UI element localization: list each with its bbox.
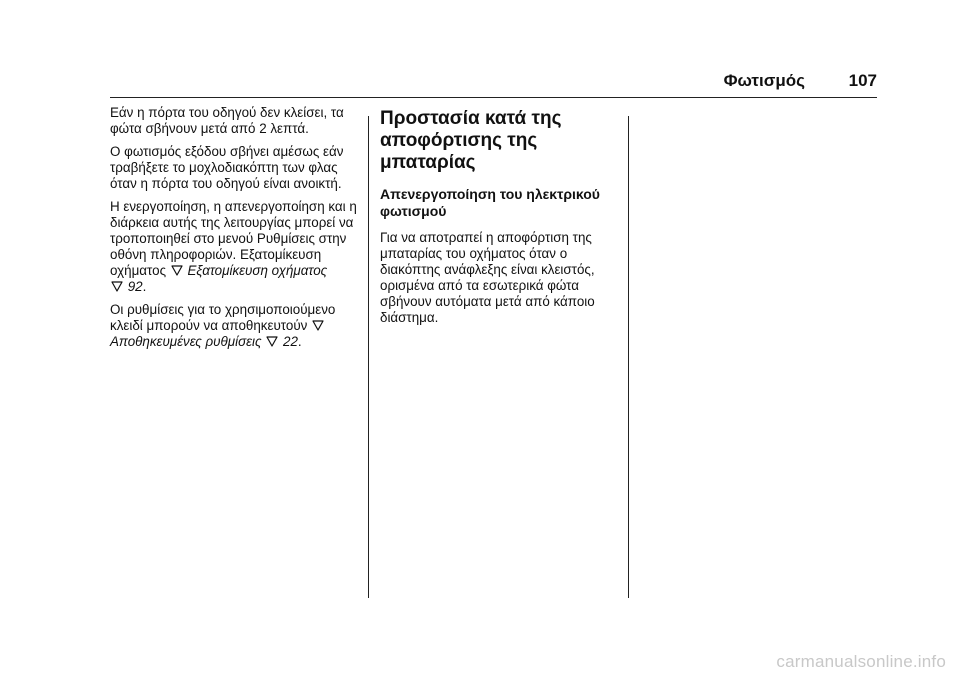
paragraph-door-timeout: Εάν η πόρτα του οδηγού δεν κλείσει, τα φώτα σβήνουν μετά από 2 λεπτά.: [110, 105, 344, 136]
reference-arrow-icon: [170, 263, 184, 277]
paragraph-key-settings: Οι ρυθμίσεις για το χρησιμοποιούμενο κλειδί μπορούν να αποθηκευτούν Αποθηκευμένες ρυθμίσεις 22.: [110, 302, 336, 349]
cross-reference-link[interactable]: Αποθηκευμένες ρυθμίσεις: [110, 334, 262, 349]
section-heading: Προστασία κατά της αποφόρτισης της μπαταρίας: [380, 108, 562, 173]
paragraph-settings-text: Η ενεργοποίηση, η απενεργοποίηση και η διάρκεια αυτής της λειτουργίας μπορεί να τροποποιηθεί στο μενού Ρυθμίσεις στην οθόνη πληροφοριών. Εξατομίκευση οχήματος: [110, 199, 357, 278]
left-column: [110, 105, 362, 357]
cross-reference-link[interactable]: Εξατομίκευση οχήματος: [187, 263, 328, 278]
middle-column: [380, 106, 625, 333]
paragraph-settings: Η ενεργοποίηση, η απενεργοποίηση και η διάρκεια αυτής της λειτουργίας μπορεί να τροποποιηθεί στο μενού Ρυθμίσεις στην οθόνη πληροφοριών. Εξατομίκευση οχήματος Εξατομίκευση οχήματος 92.: [110, 199, 357, 294]
cross-reference-page[interactable]: 92: [127, 279, 143, 294]
reference-arrow-icon: [265, 334, 279, 348]
section-title: Φωτισμός: [723, 71, 805, 90]
cross-reference-page[interactable]: 22: [283, 334, 298, 349]
page-header: [0, 66, 877, 98]
paragraph-key-settings-text: Οι ρυθμίσεις για το χρησιμοποιούμενο κλειδί μπορούν να αποθηκευτούν: [110, 302, 336, 333]
paragraph-exit-light: Ο φωτισμός εξόδου σβήνει αμέσως εάν τραβήξετε το μοχλοδιακόπτη των φλας όταν η πόρτα του οδηγού είναι ανοικτή.: [110, 144, 344, 191]
paragraph-battery-saver: Για να αποτραπεί η αποφόρτιση της μπαταρίας του οχήματος όταν ο διακόπτης ανάφλεξης είναι κλειστός, ορισμένα από τα εσωτερικά φώτα σβήνουν αυτόματα μετά από κάποιο διάστημα.: [380, 230, 595, 325]
column-divider-left: [368, 116, 369, 598]
reference-arrow-icon: [311, 318, 325, 332]
page-number: 107: [848, 71, 877, 90]
reference-arrow-icon: [110, 279, 124, 293]
header-rule: [110, 97, 877, 98]
column-divider-right: [628, 116, 629, 598]
watermark: carmanualsonline.info: [776, 652, 946, 671]
subsection-heading: Απενεργοποίηση του ηλεκτρικού φωτισμού: [380, 186, 600, 219]
